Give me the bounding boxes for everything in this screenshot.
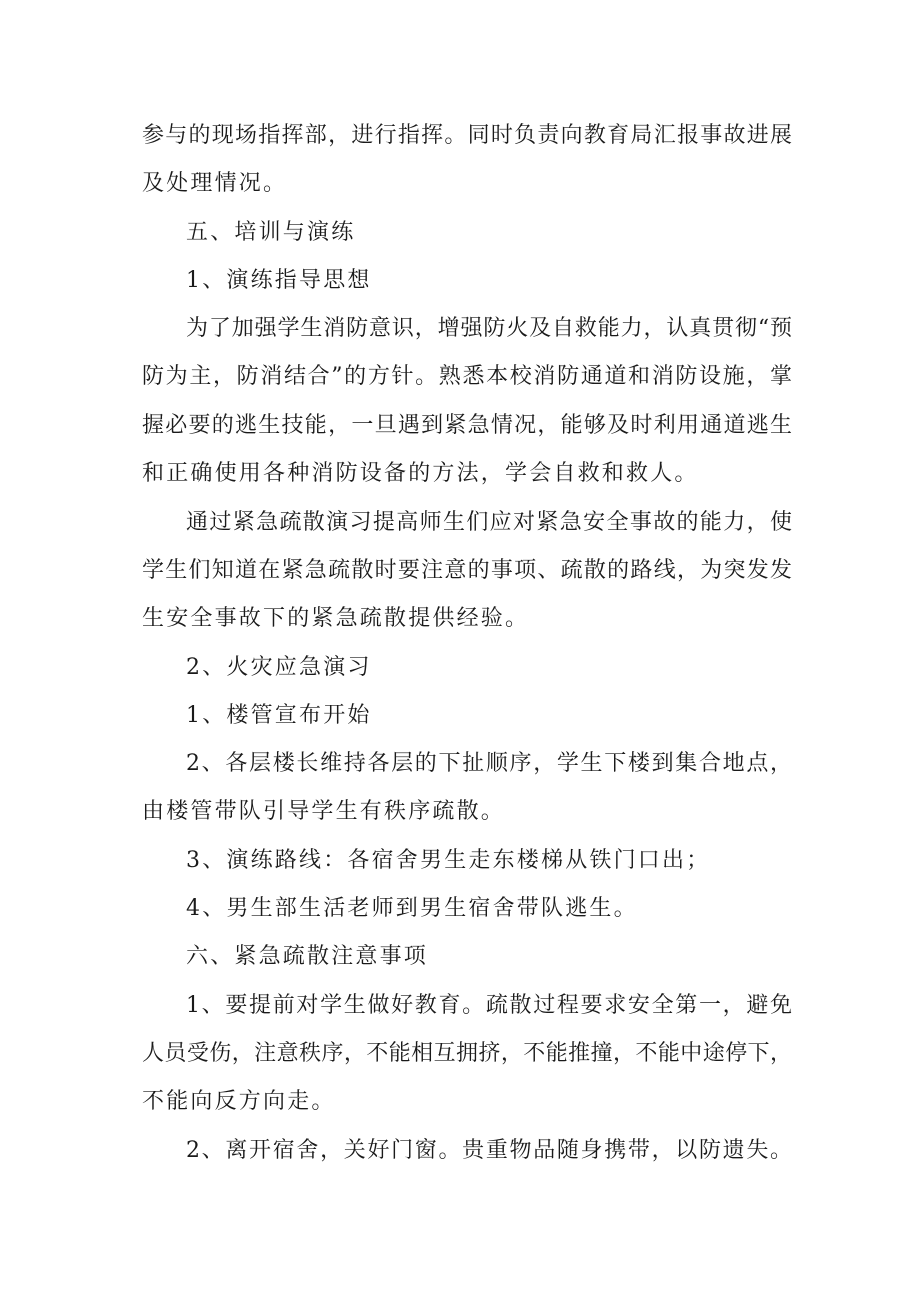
section-heading: 六、紧急疏散注意事项 bbox=[186, 944, 429, 969]
paragraph-line: 人员受伤，注意秩序，不能相互拥挤，不能推撞，不能中途停下， bbox=[142, 1041, 792, 1066]
subsection-heading: 2、火灾应急演习 bbox=[186, 655, 372, 680]
paragraph-line: 参与的现场指挥部，进行指挥。同时负责向教育局汇报事故进展 bbox=[142, 123, 792, 148]
list-item: 2、离开宿舍，关好门窗。贵重物品随身携带，以防遗失。 bbox=[186, 1138, 792, 1163]
paragraph-line: 生安全事故下的紧急疏散提供经验。 bbox=[142, 606, 530, 631]
list-item: 1、楼管宣布开始 bbox=[186, 703, 372, 728]
list-item: 4、男生部生活老师到男生宿舍带队逃生。 bbox=[186, 896, 638, 921]
paragraph-line: 和正确使用各种消防设备的方法，学会自救和救人。 bbox=[142, 461, 699, 486]
list-item: 1、要提前对学生做好教育。疏散过程要求安全第一，避免 bbox=[186, 993, 792, 1018]
paragraph-line: 由楼管带队引导学生有秩序疏散。 bbox=[142, 799, 506, 824]
list-item: 2、各层楼长维持各层的下扯顺序，学生下楼到集合地点， bbox=[186, 751, 792, 776]
paragraph-line: 防为主，防消结合”的方针。熟悉本校消防通道和消防设施，掌 bbox=[142, 364, 792, 389]
paragraph-line: 为了加强学生消防意识，增强防火及自救能力，认真贯彻“预 bbox=[186, 316, 792, 341]
paragraph-line: 及处理情况。 bbox=[142, 171, 288, 196]
list-item: 3、演练路线：各宿舍男生走东楼梯从铁门口出； bbox=[186, 848, 711, 873]
paragraph-line: 通过紧急疏散演习提高师生们应对紧急安全事故的能力，使 bbox=[186, 510, 792, 535]
section-heading: 五、培训与演练 bbox=[186, 220, 356, 245]
paragraph-line: 不能向反方向走。 bbox=[142, 1089, 336, 1114]
subsection-heading: 1、演练指导思想 bbox=[186, 268, 372, 293]
paragraph-line: 握必要的逃生技能，一旦遇到紧急情况，能够及时利用通道逃生 bbox=[142, 413, 792, 438]
paragraph-line: 学生们知道在紧急疏散时要注意的事项、疏散的路线，为突发发 bbox=[142, 558, 792, 583]
